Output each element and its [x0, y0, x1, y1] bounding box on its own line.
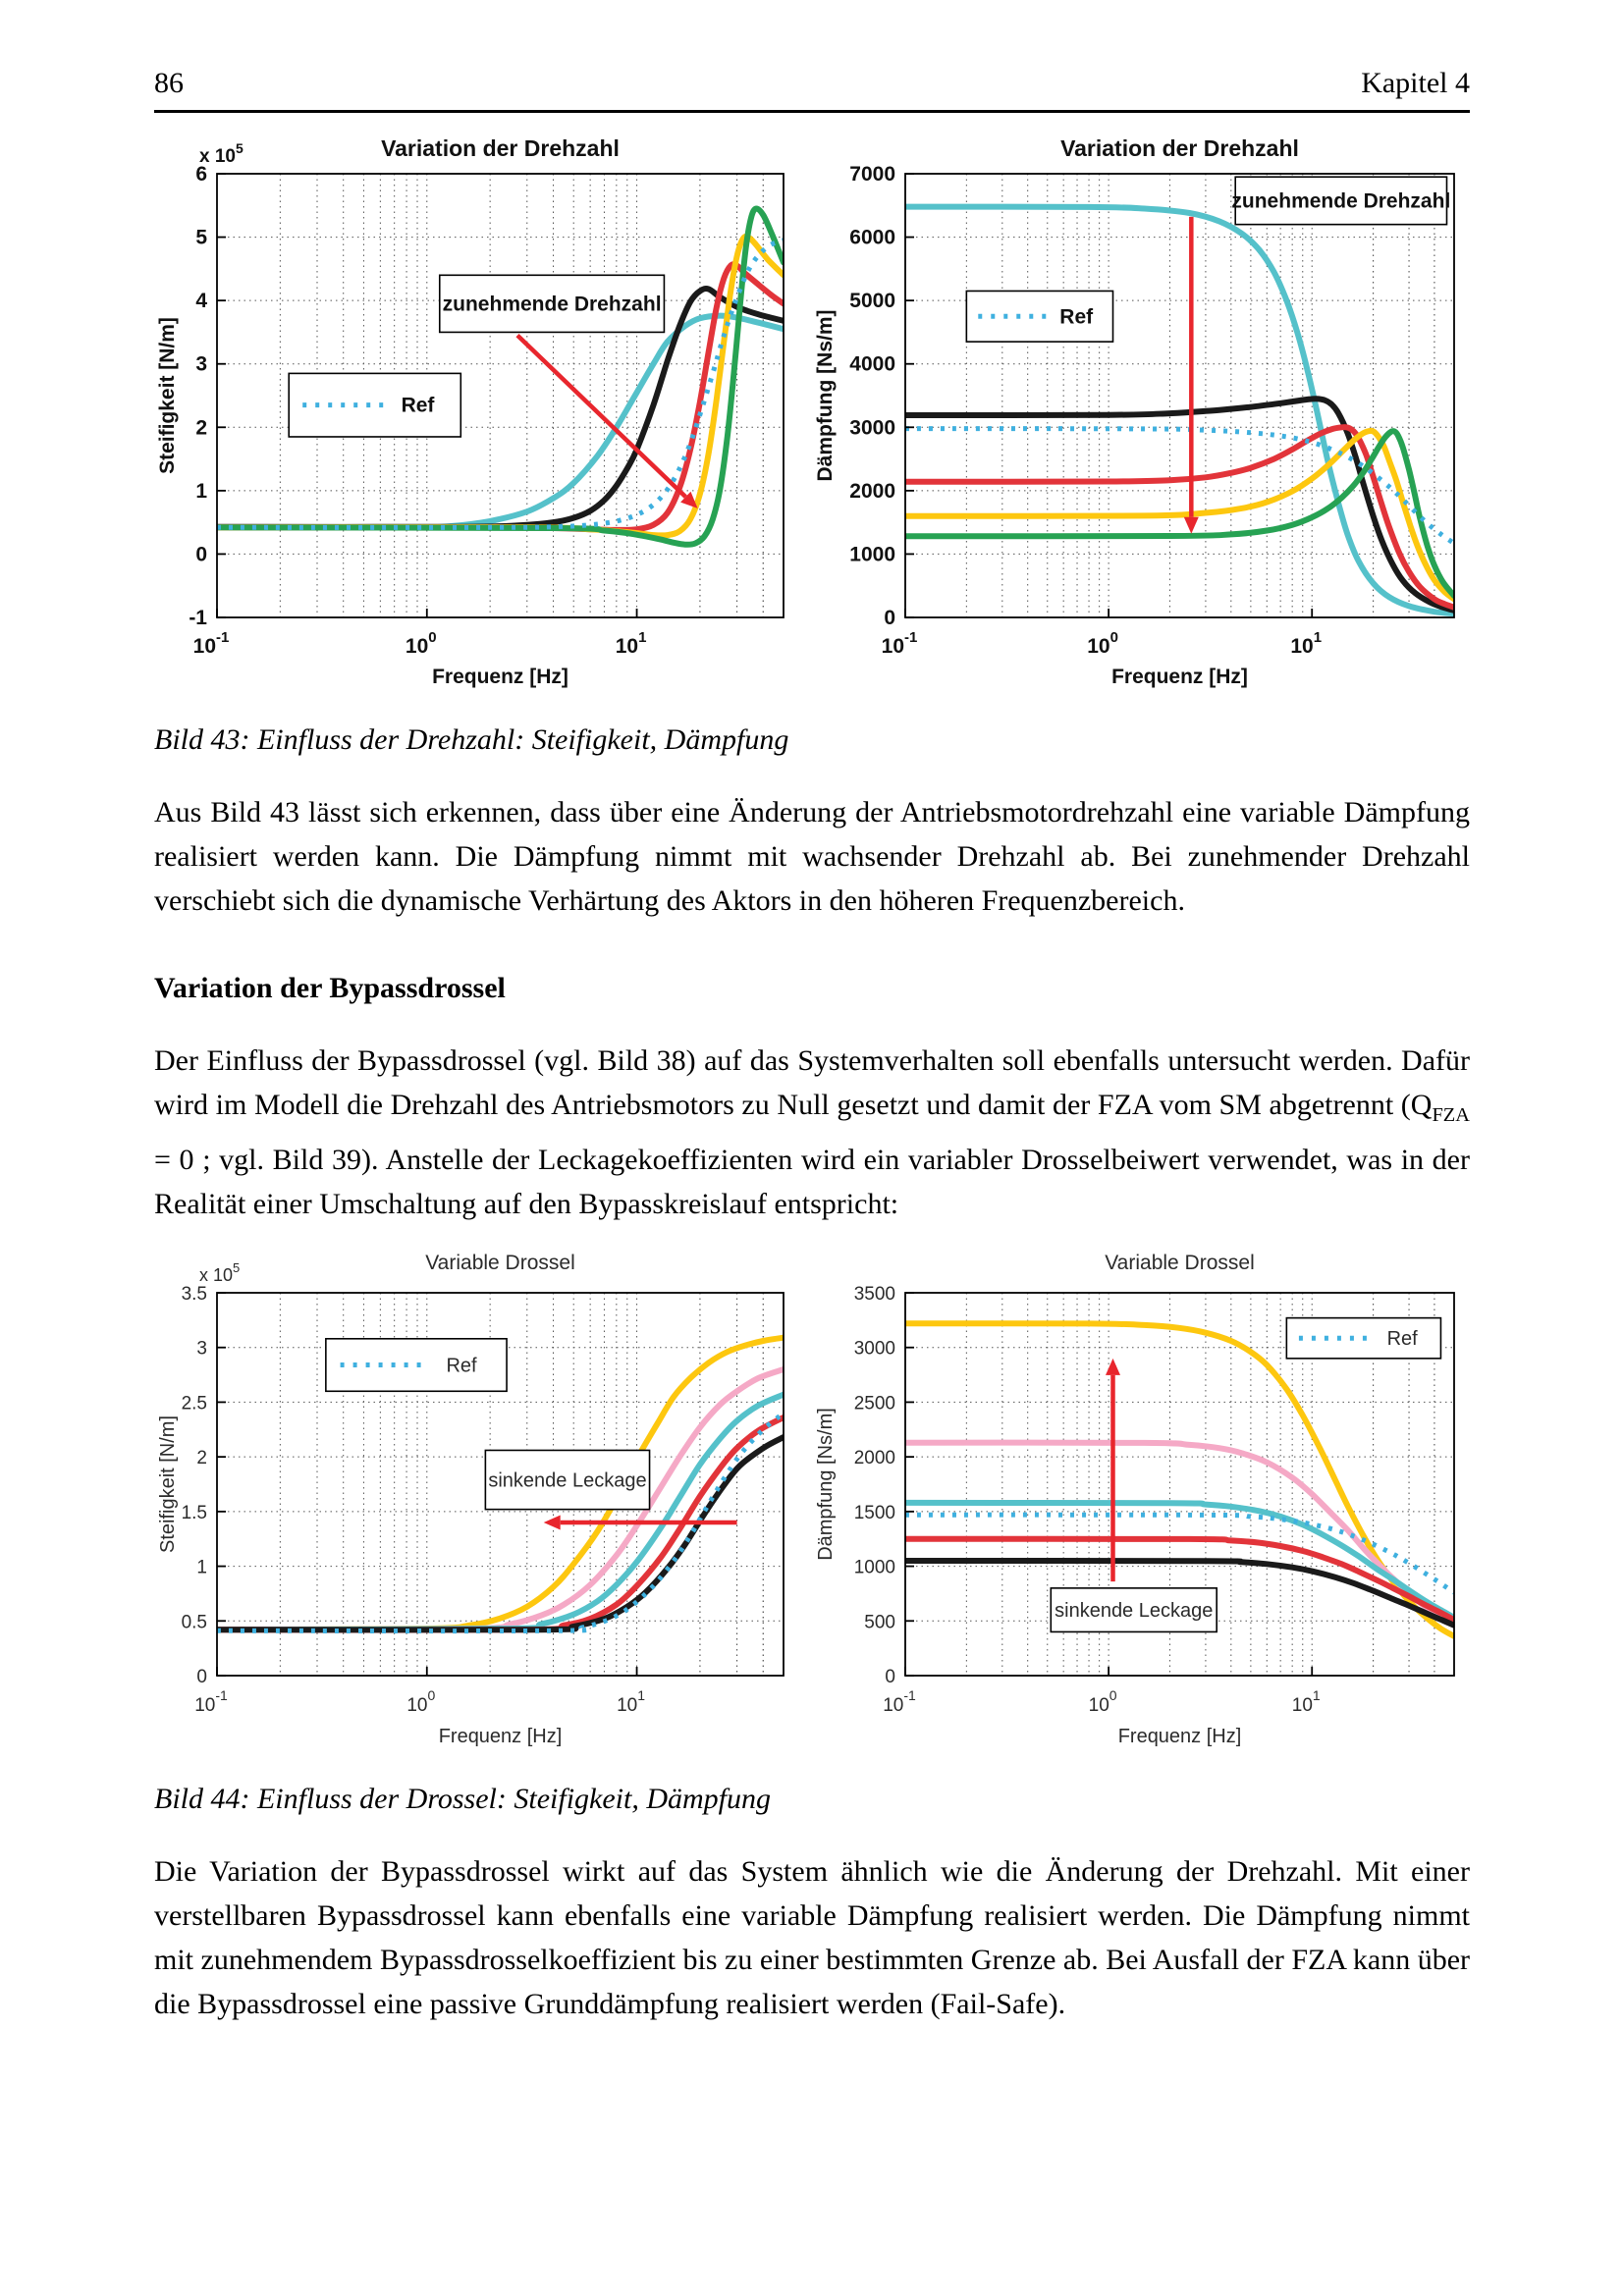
- svg-text:101: $10^1$: [617, 1687, 646, 1716]
- svg-text:5: 5: [195, 226, 207, 249]
- svg-text:6000: 6000: [849, 226, 895, 249]
- svg-text:10-1: $10^{-1}$: [883, 1687, 916, 1716]
- svg-text:100: $10^0$: [1087, 629, 1118, 658]
- svg-text:0.5: 0.5: [181, 1612, 207, 1633]
- paragraph-2-text: Der Einfluss der Bypassdrossel (vgl. Bild 38) auf das Systemverhalten soll ebenfalls untersucht werden. Dafür wird im Modell die Drehzahl des Antriebsmotors zu Null gesetzt und damit der FZA vom SM abgetrennt (Q: [154, 1044, 1470, 1121]
- chart-drehzahl-daempfung: [812, 129, 1470, 698]
- svg-text:500: 500: [864, 1612, 895, 1633]
- svg-text:2: 2: [195, 416, 207, 440]
- svg-text:4000: 4000: [849, 352, 895, 376]
- svg-text:1000: 1000: [849, 543, 895, 566]
- svg-text:sinkende Leckage: sinkende Leckage: [488, 1469, 647, 1492]
- svg-text:3000: 3000: [853, 1338, 895, 1360]
- svg-text:2.5: 2.5: [181, 1393, 207, 1415]
- header-rule: [154, 110, 1470, 113]
- svg-text:1: 1: [195, 479, 207, 503]
- svg-text:Ref: Ref: [1386, 1328, 1418, 1351]
- svg-text:Ref: Ref: [1059, 305, 1094, 329]
- svg-text:sinkende Leckage: sinkende Leckage: [1055, 1600, 1214, 1623]
- svg-text:0: 0: [195, 543, 207, 566]
- svg-text:100: $10^0$: [405, 629, 437, 658]
- svg-text:3.5: 3.5: [181, 1284, 207, 1305]
- paragraph-1: Aus Bild 43 lässt sich erkennen, dass über eine Änderung der Antriebsmotordrehzahl eine variable Dämpfung realisiert werden kann. Die Dämpfung nimmt mit wachsender Drehzahl ab. Bei zunehmender Drehzahl verschiebt sich die dynamische Verhärtung des Aktors in den höheren Frequenzbereich.: [154, 796, 1470, 917]
- page-header: [154, 67, 1470, 100]
- svg-text:Variable Drossel: Variable Drossel: [425, 1252, 575, 1274]
- svg-text:5000: 5000: [849, 290, 895, 313]
- svg-text:10-1: $10^{-1}$: [192, 629, 230, 658]
- svg-text:zunehmende Drehzahl: zunehmende Drehzahl: [1231, 189, 1451, 213]
- svg-text:Variable Drossel: Variable Drossel: [1105, 1252, 1255, 1274]
- svg-text:x 105: x $10^5$: [199, 1260, 241, 1285]
- chapter-label: Kapitel 4: [1361, 67, 1470, 99]
- svg-text:2500: 2500: [853, 1393, 895, 1415]
- page-number: 86: [154, 67, 184, 99]
- svg-text:Variation der Drehzahl: Variation der Drehzahl: [381, 135, 620, 161]
- svg-text:2: 2: [196, 1448, 207, 1469]
- svg-text:1: 1: [196, 1557, 207, 1578]
- svg-text:Frequenz [Hz]: Frequenz [Hz]: [438, 1726, 563, 1747]
- svg-text:0: 0: [885, 1667, 895, 1687]
- svg-text:Dämpfung [Ns/m]: Dämpfung [Ns/m]: [814, 309, 837, 482]
- paragraph-2-text-cont: = 0 ; vgl. Bild 39). Anstelle der Leckagekoeffizienten wird ein variabler Drosselbeiwert verwendet, was in der Realität einer Umschaltung auf den Bypasskreislauf entspricht:: [154, 1144, 1470, 1220]
- chart-svg: [812, 1242, 1470, 1752]
- svg-text:0: 0: [196, 1667, 207, 1687]
- svg-text:100: $10^0$: [406, 1687, 436, 1716]
- svg-text:101: $10^1$: [615, 629, 647, 658]
- q-fza-subscript: FZA: [1432, 1104, 1470, 1126]
- svg-text:Steifigkeit [N/m]: Steifigkeit [N/m]: [157, 1415, 179, 1554]
- svg-text:Variation der Drehzahl: Variation der Drehzahl: [1060, 135, 1299, 161]
- chart-drehzahl-steifigkeit: [154, 129, 797, 698]
- chart-drossel-steifigkeit: [154, 1242, 797, 1757]
- svg-text:1500: 1500: [853, 1502, 895, 1523]
- svg-text:zunehmende Drehzahl: zunehmende Drehzahl: [442, 293, 662, 316]
- svg-text:Dämpfung [Ns/m]: Dämpfung [Ns/m]: [815, 1408, 837, 1561]
- svg-text:Frequenz [Hz]: Frequenz [Hz]: [1111, 666, 1248, 688]
- svg-text:Steifigkeit [N/m]: Steifigkeit [N/m]: [156, 317, 179, 474]
- paragraph-2: [154, 1039, 1470, 1226]
- svg-text:1000: 1000: [853, 1557, 895, 1578]
- chart-drossel-daempfung: [812, 1242, 1470, 1757]
- figure-44-caption: Bild 44: Einfluss der Drossel: Steifigkeit, Dämpfung: [154, 1783, 771, 1815]
- svg-text:101: $10^1$: [1291, 1687, 1321, 1716]
- figure-43-caption: Bild 43: Einfluss der Drehzahl: Steifigkeit, Dämpfung: [154, 723, 789, 756]
- svg-text:10-1: $10^{-1}$: [881, 629, 918, 658]
- chart-svg: [154, 129, 797, 693]
- svg-text:0: 0: [884, 607, 895, 629]
- svg-text:2000: 2000: [849, 479, 895, 503]
- svg-text:Frequenz [Hz]: Frequenz [Hz]: [1117, 1726, 1242, 1747]
- svg-text:2000: 2000: [853, 1448, 895, 1469]
- svg-text:100: $10^0$: [1088, 1687, 1117, 1716]
- svg-text:4: 4: [195, 290, 207, 313]
- svg-text:3: 3: [196, 1338, 207, 1360]
- svg-text:3000: 3000: [849, 416, 895, 440]
- figure-43: [154, 129, 1470, 698]
- svg-text:Frequenz [Hz]: Frequenz [Hz]: [432, 666, 568, 688]
- svg-text:7000: 7000: [849, 163, 895, 186]
- svg-text:3500: 3500: [853, 1284, 895, 1305]
- chart-svg: [812, 129, 1470, 693]
- svg-text:10-1: $10^{-1}$: [194, 1687, 228, 1716]
- svg-text:1.5: 1.5: [181, 1502, 207, 1523]
- figure-44: [154, 1242, 1470, 1757]
- svg-text:6: 6: [195, 163, 207, 186]
- section-heading: Variation der Bypassdrossel: [154, 972, 506, 1004]
- svg-text:3: 3: [195, 352, 207, 376]
- paragraph-3: Die Variation der Bypassdrossel wirkt auf das System ähnlich wie die Änderung der Drehzahl. Mit einer verstellbaren Bypassdrossel kann ebenfalls eine variable Dämpfung realisiert werden. Die Dämpfung nimmt mit zunehmendem Bypassdrosselkoeffizient bis zu einer bestimmten Grenze ab. Bei Ausfall der FZA kann über die Bypassdrossel eine passive Grunddämpfung realisiert werden (Fail-Safe).: [154, 1855, 1470, 2020]
- svg-text:x 105: x $10^5$: [199, 140, 243, 167]
- svg-text:Ref: Ref: [401, 394, 435, 417]
- chart-svg: [154, 1242, 797, 1752]
- svg-text:101: $10^1$: [1290, 629, 1323, 658]
- svg-text:Ref: Ref: [446, 1355, 477, 1377]
- svg-text:-1: -1: [189, 607, 207, 629]
